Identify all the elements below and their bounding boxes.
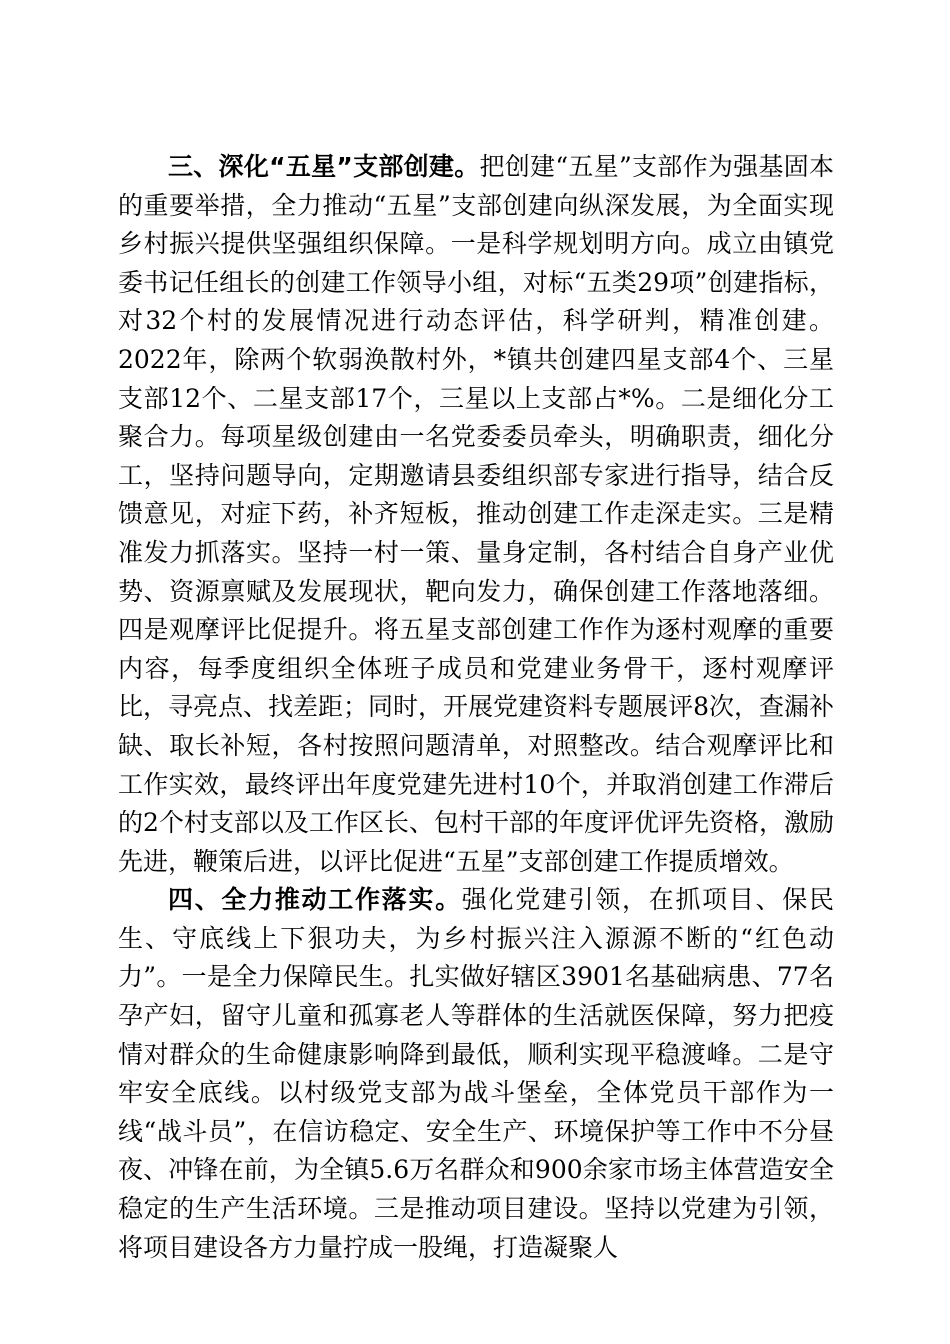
section-four-heading: 四、全力推动工作落实。 (168, 885, 462, 915)
document-body (118, 148, 834, 1267)
section-three-text: 把创建“五星”支部作为强基固本的重要举措，全力推动“五星”支部创建向纵深发展，为全面实现乡村振兴提供坚强组织保障。一是科学规划明方向。成立由镇党委书记任组长的创建工作领导小组，对标“五类29项”创建指标，对32个村的发展情况进行动态评估，科学研判，精准创建。2022年，除两个软弱涣散村外，*镇共创建四星支部4个、三星支部12个、二星支部17个，三星以上支部占*%。二是细化分工聚合力。每项星级创建由一名党委委员牵头，明确职责，细化分工，坚持问题导向，定期邀请县委组织部专家进行指导，结合反馈意见，对症下药，补齐短板，推动创建工作走深走实。三是精准发力抓落实。坚持一村一策、量身定制，各村结合自身产业优势、资源禀赋及发展现状，靶向发力，确保创建工作落地落细。四是观摩评比促提升。将五星支部创建工作作为逐村观摩的重要内容，每季度组织全体班子成员和党建业务骨干，逐村观摩评比，寻亮点、找差距；同时，开展党建资料专题展评8次，查漏补缺、取长补短，各村按照问题清单，对照整改。结合观摩评比和工作实效，最终评出年度党建先进村10个，并取消创建工作滞后的2个村支部以及工作区长、包村干部的年度评优评先资格，激励先进，鞭策后进，以评比促进“五星”支部创建工作提质增效。 (118, 152, 834, 876)
paragraph-section-four (118, 881, 834, 1267)
section-three-heading: 三、深化“五星”支部创建。 (168, 152, 480, 181)
paragraph-section-three (118, 148, 834, 881)
section-four-text: 强化党建引领，在抓项目、保民生、守底线上下狠功夫，为乡村振兴注入源源不断的“红色动力”。一是全力保障民生。扎实做好辖区3901名基础病患、77名孕产妇，留守儿童和孤寡老人等群体的生活就医保障，努力把疫情对群众的生命健康影响降到最低，顺利实现平稳渡峰。二是守牢安全底线。以村级党支部为战斗堡垒，全体党员干部作为一线“战斗员”，在信访稳定、安全生产、环境保护等工作中不分昼夜、冲锋在前，为全镇5.6万名群众和900余家市场主体营造安全稳定的生产生活环境。三是推动项目建设。坚持以党建为引领，将项目建设各方力量拧成一股绳，打造凝聚人 (118, 885, 834, 1262)
